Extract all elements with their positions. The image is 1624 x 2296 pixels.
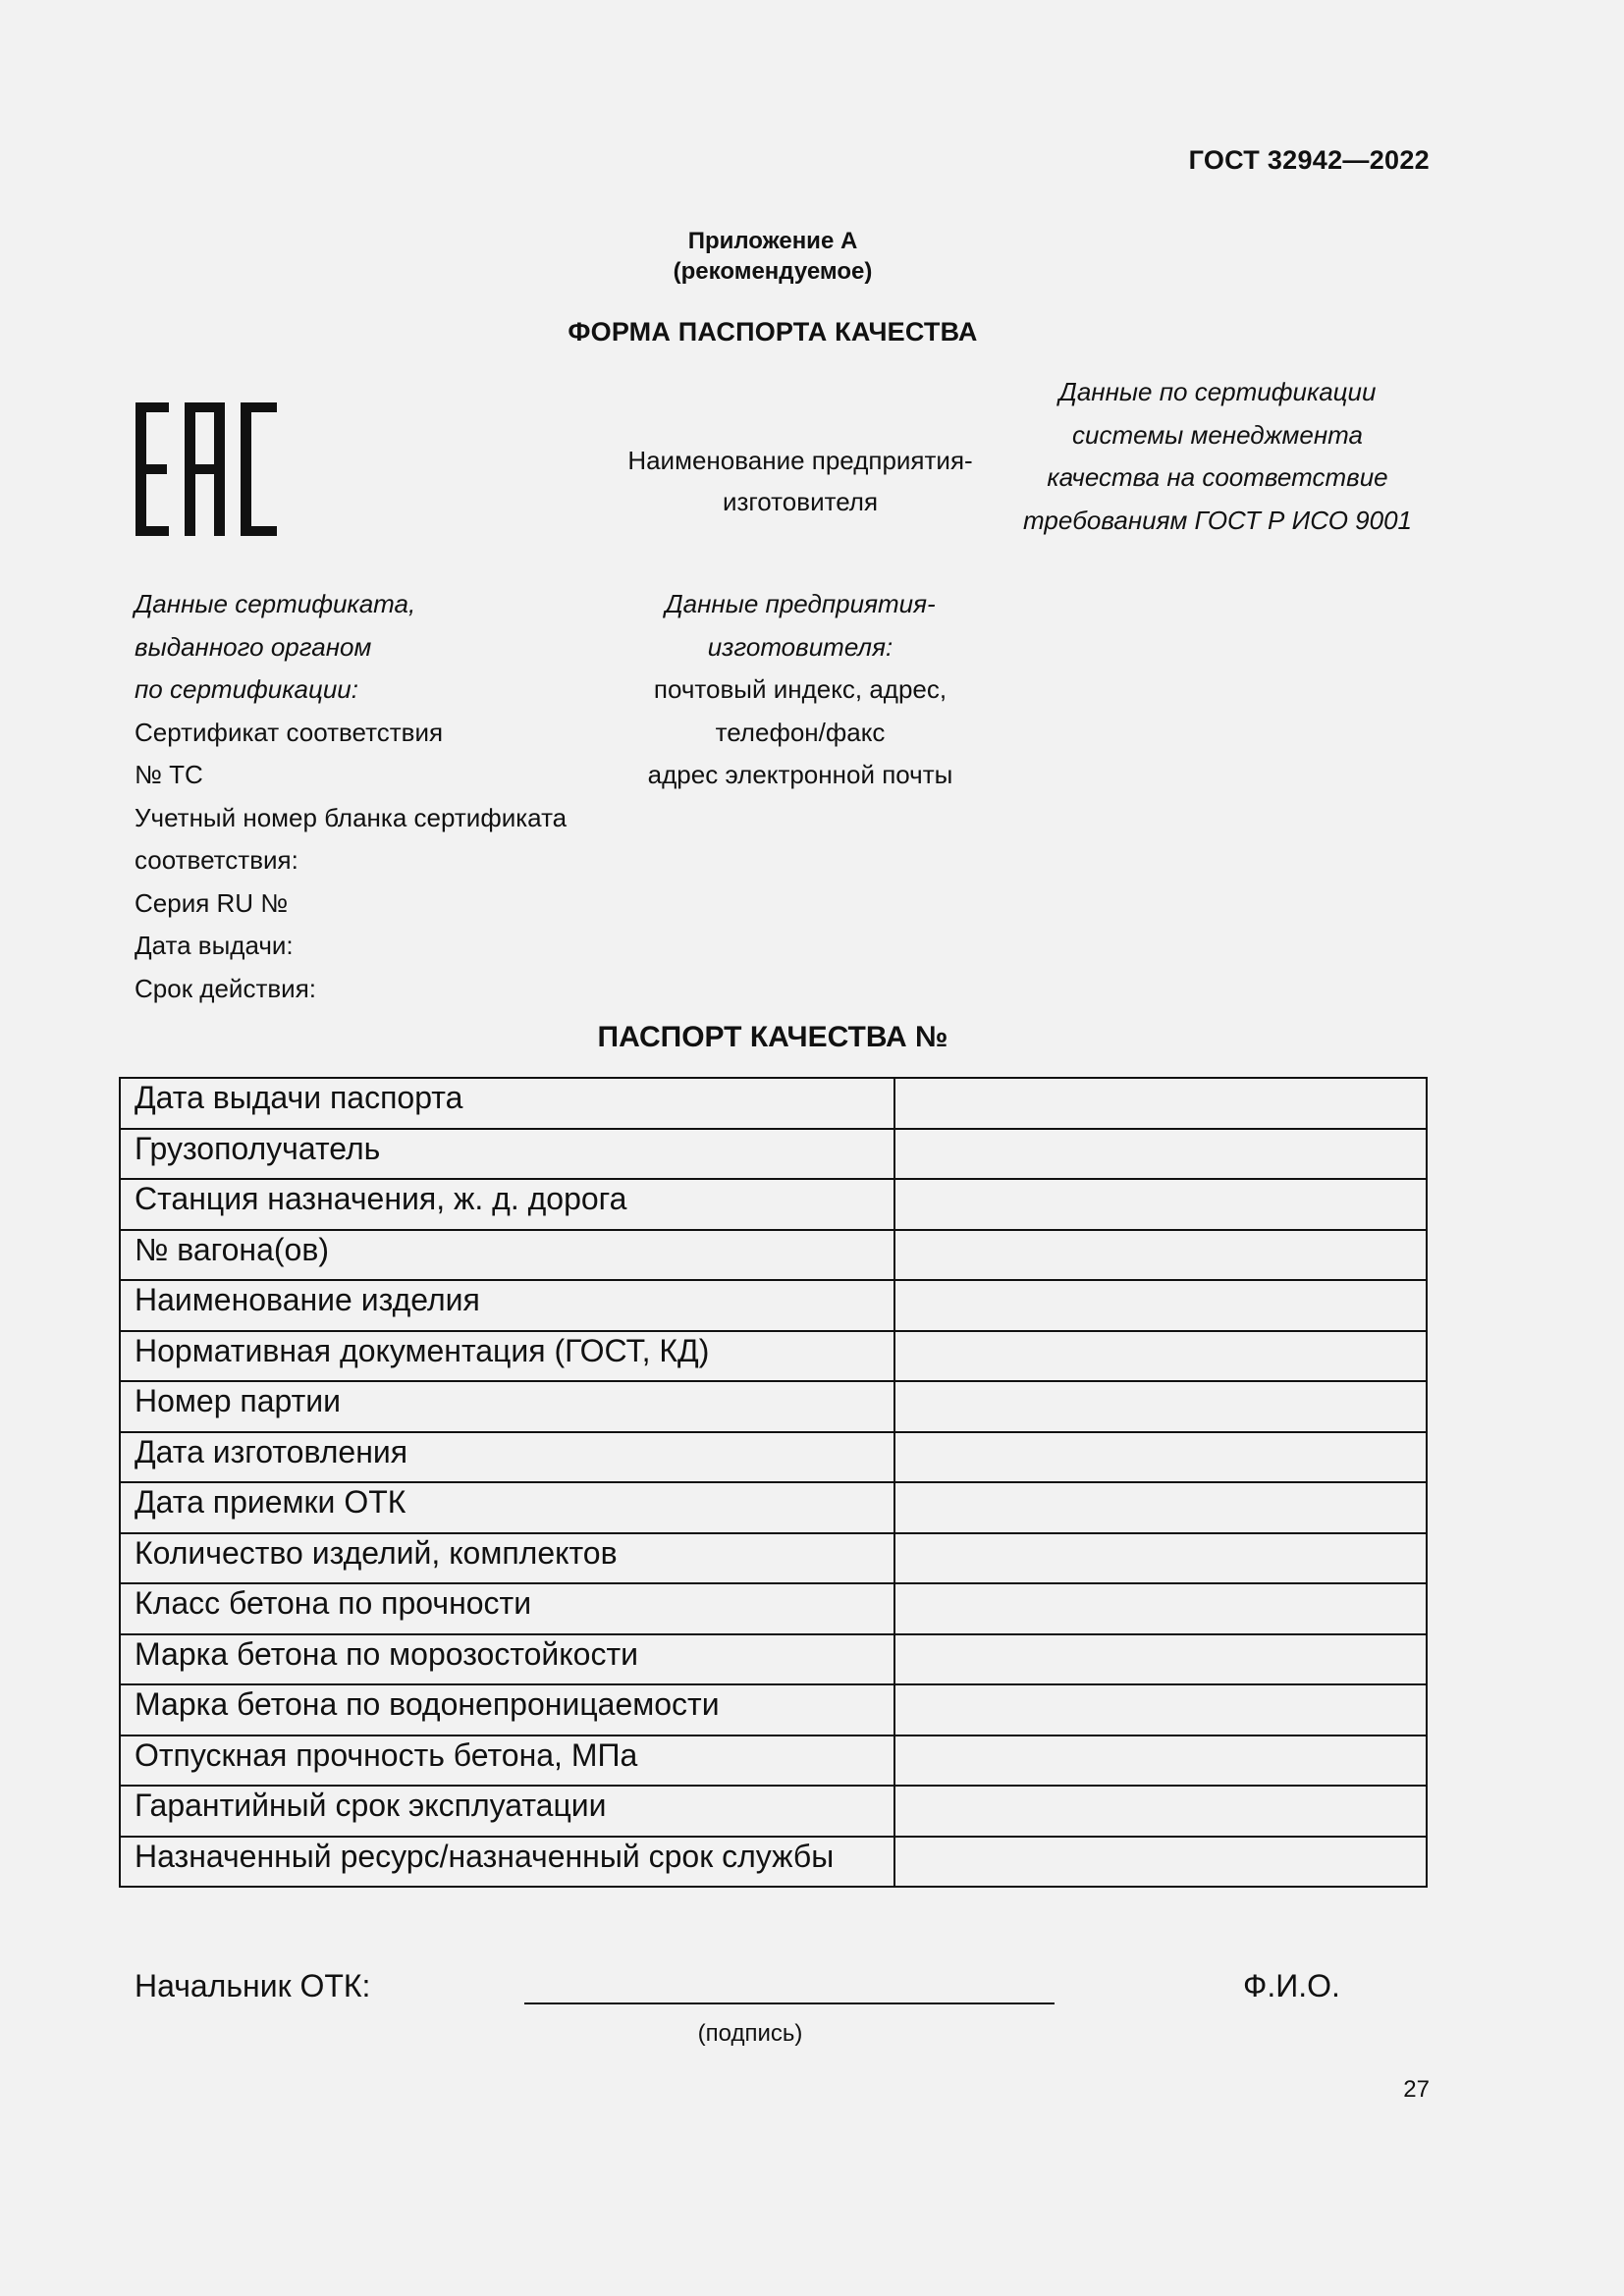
signature-line xyxy=(524,2002,1055,2004)
row-value xyxy=(894,1078,1427,1129)
page-number: 27 xyxy=(1403,2076,1430,2103)
enterprise-data-line: телефон/факс xyxy=(715,717,886,747)
table-row xyxy=(120,1735,1427,1787)
row-value xyxy=(894,1129,1427,1180)
passport-title: ПАСПОРТ КАЧЕСТВА № xyxy=(597,1021,948,1053)
table-row xyxy=(120,1684,1427,1735)
table-row xyxy=(120,1432,1427,1483)
row-value xyxy=(894,1735,1427,1787)
table-row xyxy=(120,1179,1427,1230)
table-row xyxy=(120,1381,1427,1432)
table-row xyxy=(120,1280,1427,1331)
qms-line-2: системы менеджмента xyxy=(1072,419,1363,450)
certificate-data-block xyxy=(135,583,645,1010)
row-label: Дата изготовления xyxy=(120,1432,894,1483)
qms-line-3: качества на соответствие xyxy=(1047,462,1388,492)
enterprise-data-line: адрес электронной почты xyxy=(647,760,953,789)
row-label: № вагона(ов) xyxy=(120,1230,894,1281)
row-value xyxy=(894,1634,1427,1685)
standard-number: ГОСТ 32942—2022 xyxy=(1188,145,1430,175)
qms-certification-block xyxy=(992,371,1443,542)
row-value xyxy=(894,1837,1427,1888)
row-value xyxy=(894,1684,1427,1735)
enterprise-name-line-2: изготовителя xyxy=(722,487,879,516)
table-row xyxy=(120,1786,1427,1837)
certificate-line: соответствия: xyxy=(135,845,298,875)
row-value xyxy=(894,1331,1427,1382)
certificate-line: Срок действия: xyxy=(135,973,316,1003)
row-label: Станция назначения, ж. д. дорога xyxy=(120,1179,894,1230)
row-value xyxy=(894,1432,1427,1483)
enterprise-name-placeholder xyxy=(619,440,982,522)
chief-qc-label: Начальник ОТК: xyxy=(135,1968,371,2003)
certificate-heading-line-2: выданного органом xyxy=(135,631,372,662)
qms-line-1: Данные по сертификации xyxy=(1058,377,1377,406)
table-row xyxy=(120,1129,1427,1180)
certificate-line: Сертификат соответствия xyxy=(135,717,444,747)
passport-table xyxy=(119,1077,1428,1888)
row-label: Назначенный ресурс/назначенный срок службы xyxy=(120,1837,894,1888)
row-value xyxy=(894,1381,1427,1432)
enterprise-data-heading-line-1: Данные предприятия- xyxy=(665,589,936,618)
enterprise-data-heading-line-2: изготовителя: xyxy=(707,631,893,662)
appendix-title: Приложение А xyxy=(687,228,858,254)
appendix-status: (рекомендуемое) xyxy=(673,258,873,285)
row-label: Количество изделий, комплектов xyxy=(120,1533,894,1584)
row-label: Класс бетона по прочности xyxy=(120,1583,894,1634)
appendix-heading xyxy=(0,226,1545,287)
table-row xyxy=(120,1583,1427,1634)
certificate-line: № ТС xyxy=(135,760,203,789)
table-row xyxy=(120,1230,1427,1281)
row-label: Номер партии xyxy=(120,1381,894,1432)
table-row xyxy=(120,1331,1427,1382)
row-label: Дата выдачи паспорта xyxy=(120,1078,894,1129)
enterprise-name-line-1: Наименование предприятия- xyxy=(627,446,973,475)
row-value xyxy=(894,1583,1427,1634)
row-label: Нормативная документация (ГОСТ, КД) xyxy=(120,1331,894,1382)
table-row xyxy=(120,1482,1427,1533)
row-label: Марка бетона по водонепроницаемости xyxy=(120,1684,894,1735)
table-row xyxy=(120,1078,1427,1129)
row-value xyxy=(894,1179,1427,1230)
row-value xyxy=(894,1533,1427,1584)
row-value xyxy=(894,1280,1427,1331)
row-value xyxy=(894,1482,1427,1533)
row-label: Гарантийный срок эксплуатации xyxy=(120,1786,894,1837)
table-row xyxy=(120,1533,1427,1584)
certificate-line: Дата выдачи: xyxy=(135,931,294,960)
certificate-heading-line-3: по сертификации: xyxy=(135,674,358,704)
row-label: Дата приемки ОТК xyxy=(120,1482,894,1533)
signature-caption: (подпись) xyxy=(697,2020,803,2047)
certificate-line: Учетный номер бланка сертификата xyxy=(135,802,568,832)
row-label: Наименование изделия xyxy=(120,1280,894,1331)
enterprise-data-block xyxy=(619,583,982,797)
table-row xyxy=(120,1634,1427,1685)
certificate-line: Серия RU № xyxy=(135,887,289,918)
row-label: Грузополучатель xyxy=(120,1129,894,1180)
table-row xyxy=(120,1837,1427,1888)
row-label: Марка бетона по морозостойкости xyxy=(120,1634,894,1685)
form-title: ФОРМА ПАСПОРТА КАЧЕСТВА xyxy=(568,317,978,347)
eac-logo xyxy=(135,402,277,536)
qms-line-4: требованиям ГОСТ Р ИСО 9001 xyxy=(1023,505,1412,535)
full-name-label: Ф.И.О. xyxy=(1243,1968,1340,2003)
row-value xyxy=(894,1230,1427,1281)
certificate-heading-line-1: Данные сертификата, xyxy=(135,589,416,618)
enterprise-data-line: почтовый индекс, адрес, xyxy=(653,674,947,704)
row-value xyxy=(894,1786,1427,1837)
row-label: Отпускная прочность бетона, МПа xyxy=(120,1735,894,1787)
